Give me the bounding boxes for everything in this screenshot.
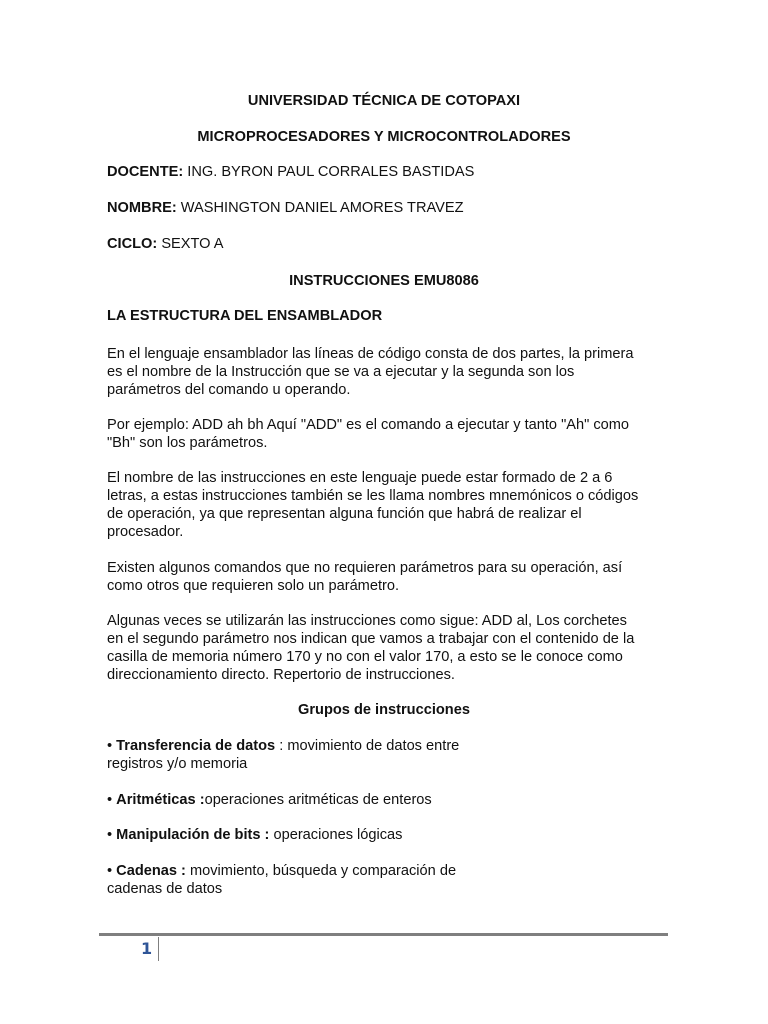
- docente-value: ING. BYRON PAUL CORRALES BASTIDAS: [183, 164, 475, 180]
- paragraph-5: [107, 612, 667, 684]
- paragraph-line: El nombre de las instrucciones en este lenguaje puede estar formado de 2 a 6: [107, 470, 613, 486]
- paragraph-line: Existen algunos comandos que no requieren parámetros para su operación, así: [107, 560, 623, 576]
- group-text-continued: cadenas de datos: [107, 881, 223, 897]
- university-title: UNIVERSIDAD TÉCNICA DE COTOPAXI: [247, 93, 521, 109]
- bullet: •: [107, 863, 117, 879]
- paragraph-line: letras, a estas instrucciones también se les llama nombres mnemónicos o códigos: [107, 488, 639, 504]
- document-title: INSTRUCCIONES EMU8086: [289, 273, 479, 289]
- bullet: •: [107, 792, 117, 808]
- paragraph-line: En el lenguaje ensamblador las líneas de código consta de dos partes, la primera: [107, 346, 634, 362]
- paragraph-4: [107, 559, 667, 595]
- paragraph-line: Por ejemplo: ADD ah bh Aquí "ADD" es el comando a ejecutar y tanto "Ah" como: [107, 417, 630, 433]
- ciclo-line: [107, 235, 224, 253]
- group-label: Manipulación de bits :: [116, 827, 270, 843]
- group-label: Aritméticas :: [116, 792, 205, 808]
- paragraph-line: de operación, ya que representan alguna función que habrá de realizar el: [107, 506, 582, 522]
- nombre-value: WASHINGTON DANIEL AMORES TRAVEZ: [176, 200, 464, 216]
- group-text-continued: registros y/o memoria: [107, 756, 248, 772]
- group-text: operaciones lógicas: [269, 827, 403, 843]
- paragraph-line: Algunas veces se utilizarán las instrucciones como sigue: ADD al, Los corchetes: [107, 613, 627, 629]
- group-item-manipulacion: [107, 826, 667, 844]
- groups-heading: Grupos de instrucciones: [298, 702, 470, 718]
- paragraph-line: casilla de memoria número 170 y no con el valor 170, a esto se le conoce como: [107, 649, 623, 665]
- nombre-label: NOMBRE:: [107, 200, 177, 216]
- docente-line: [107, 163, 474, 181]
- nombre-line: [107, 199, 464, 217]
- paragraph-1: [107, 345, 667, 399]
- page-number: 1: [141, 939, 153, 958]
- footer-rule: [99, 933, 668, 936]
- paragraph-line: direccionamiento directo. Repertorio de instrucciones.: [107, 667, 455, 683]
- bullet: •: [107, 738, 117, 754]
- paragraph-2: [107, 416, 667, 452]
- subject-title: MICROPROCESADORES Y MICROCONTROLADORES: [197, 129, 571, 145]
- ciclo-value: SEXTO A: [157, 236, 224, 252]
- bullet: •: [107, 827, 117, 843]
- paragraph-line: es el nombre de la Instrucción que se va a ejecutar y la segunda son los: [107, 364, 575, 380]
- group-item-cadenas: [107, 862, 667, 898]
- group-text: : movimiento de datos entre: [275, 738, 460, 754]
- ciclo-label: CICLO:: [107, 236, 158, 252]
- group-text: movimiento, búsqueda y comparación de: [185, 863, 457, 879]
- paragraph-line: "Bh" son los parámetros.: [107, 435, 268, 451]
- group-label: Cadenas :: [116, 863, 186, 879]
- group-item-transferencia: [107, 737, 667, 773]
- page-number-divider: [158, 937, 159, 961]
- group-label: Transferencia de datos: [116, 738, 276, 754]
- group-item-aritmeticas: [107, 791, 667, 809]
- section-heading: LA ESTRUCTURA DEL ENSAMBLADOR: [107, 308, 383, 324]
- paragraph-line: procesador.: [107, 524, 184, 540]
- paragraph-line: parámetros del comando u operando.: [107, 382, 351, 398]
- paragraph-3: [107, 469, 667, 541]
- group-text: operaciones aritméticas de enteros: [204, 792, 432, 808]
- paragraph-line: como otros que requieren solo un parámetro.: [107, 578, 400, 594]
- paragraph-line: en el segundo parámetro nos indican que vamos a trabajar con el contenido de la: [107, 631, 635, 647]
- docente-label: DOCENTE:: [107, 164, 184, 180]
